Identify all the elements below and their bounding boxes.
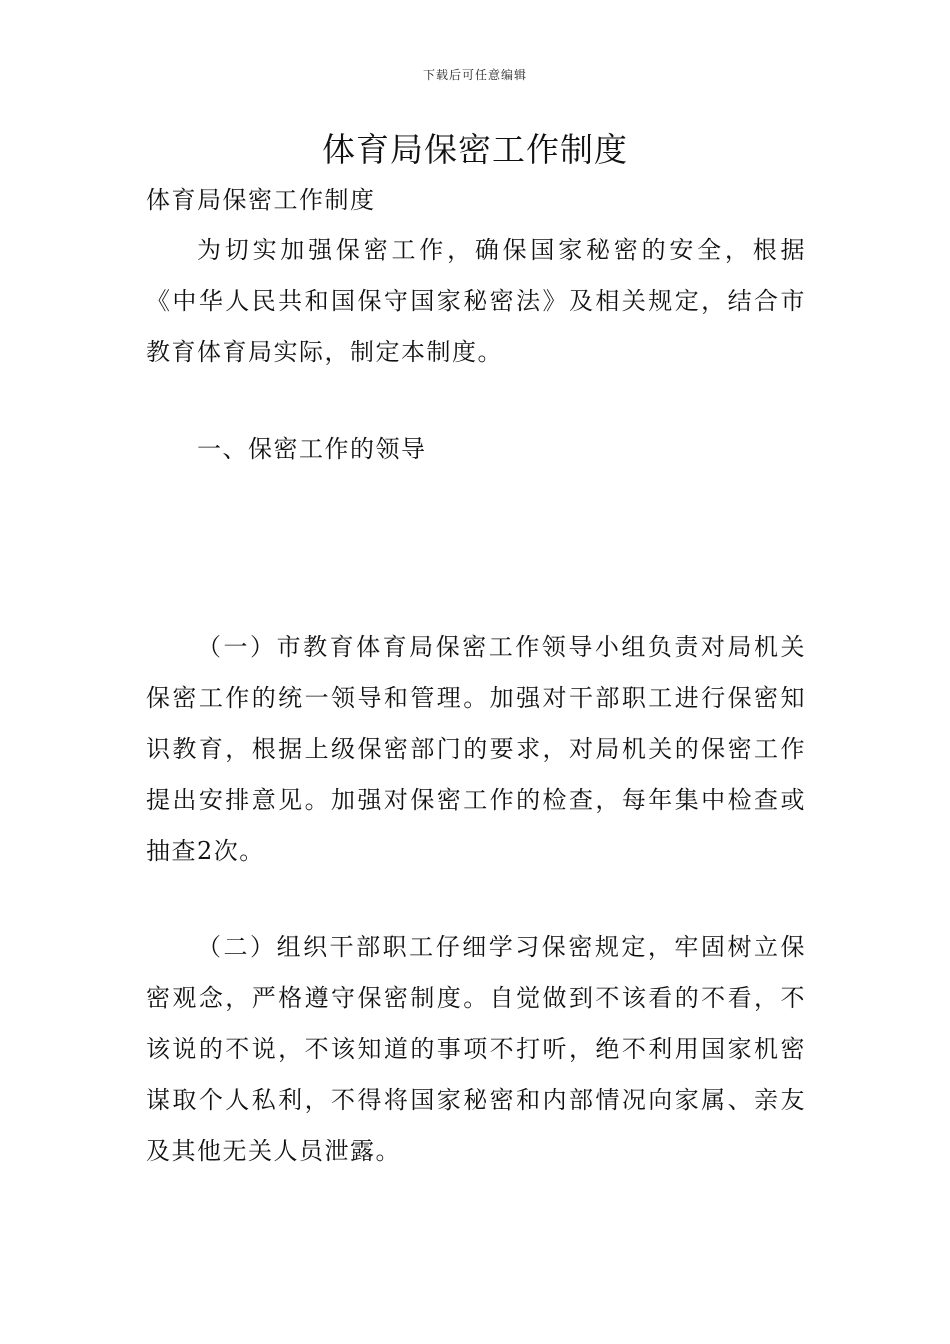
document-title: 体育局保密工作制度: [322, 130, 628, 169]
document-subtitle: 体育局保密工作制度: [146, 186, 376, 214]
paragraph-item-2: （二）组织干部职工仔细学习保密规定，牢固树立保密观念，严格遵守保密制度。自觉做到不该看的不看，不该说的不说，不该知道的事项不打听，绝不利用国家机密谋取个人私利，不得将国家秘密和内部情况向家属、亲友及其他无关人员泄露。: [146, 933, 806, 1165]
intro-paragraph: 为切实加强保密工作，确保国家秘密的安全，根据《中华人民共和国保守国家秘密法》及相关规定，结合市教育体育局实际，制定本制度。: [146, 236, 806, 366]
paragraph-item-1: （一）市教育体育局保密工作领导小组负责对局机关保密工作的统一领导和管理。加强对干部职工进行保密知识教育，根据上级保密部门的要求，对局机关的保密工作提出安排意见。加强对保密工作的检查，每年集中检查或抽查2次。: [146, 633, 806, 865]
header-note: 下载后可任意编辑: [422, 68, 527, 82]
section-heading-1: 一、保密工作的领导: [197, 435, 427, 463]
